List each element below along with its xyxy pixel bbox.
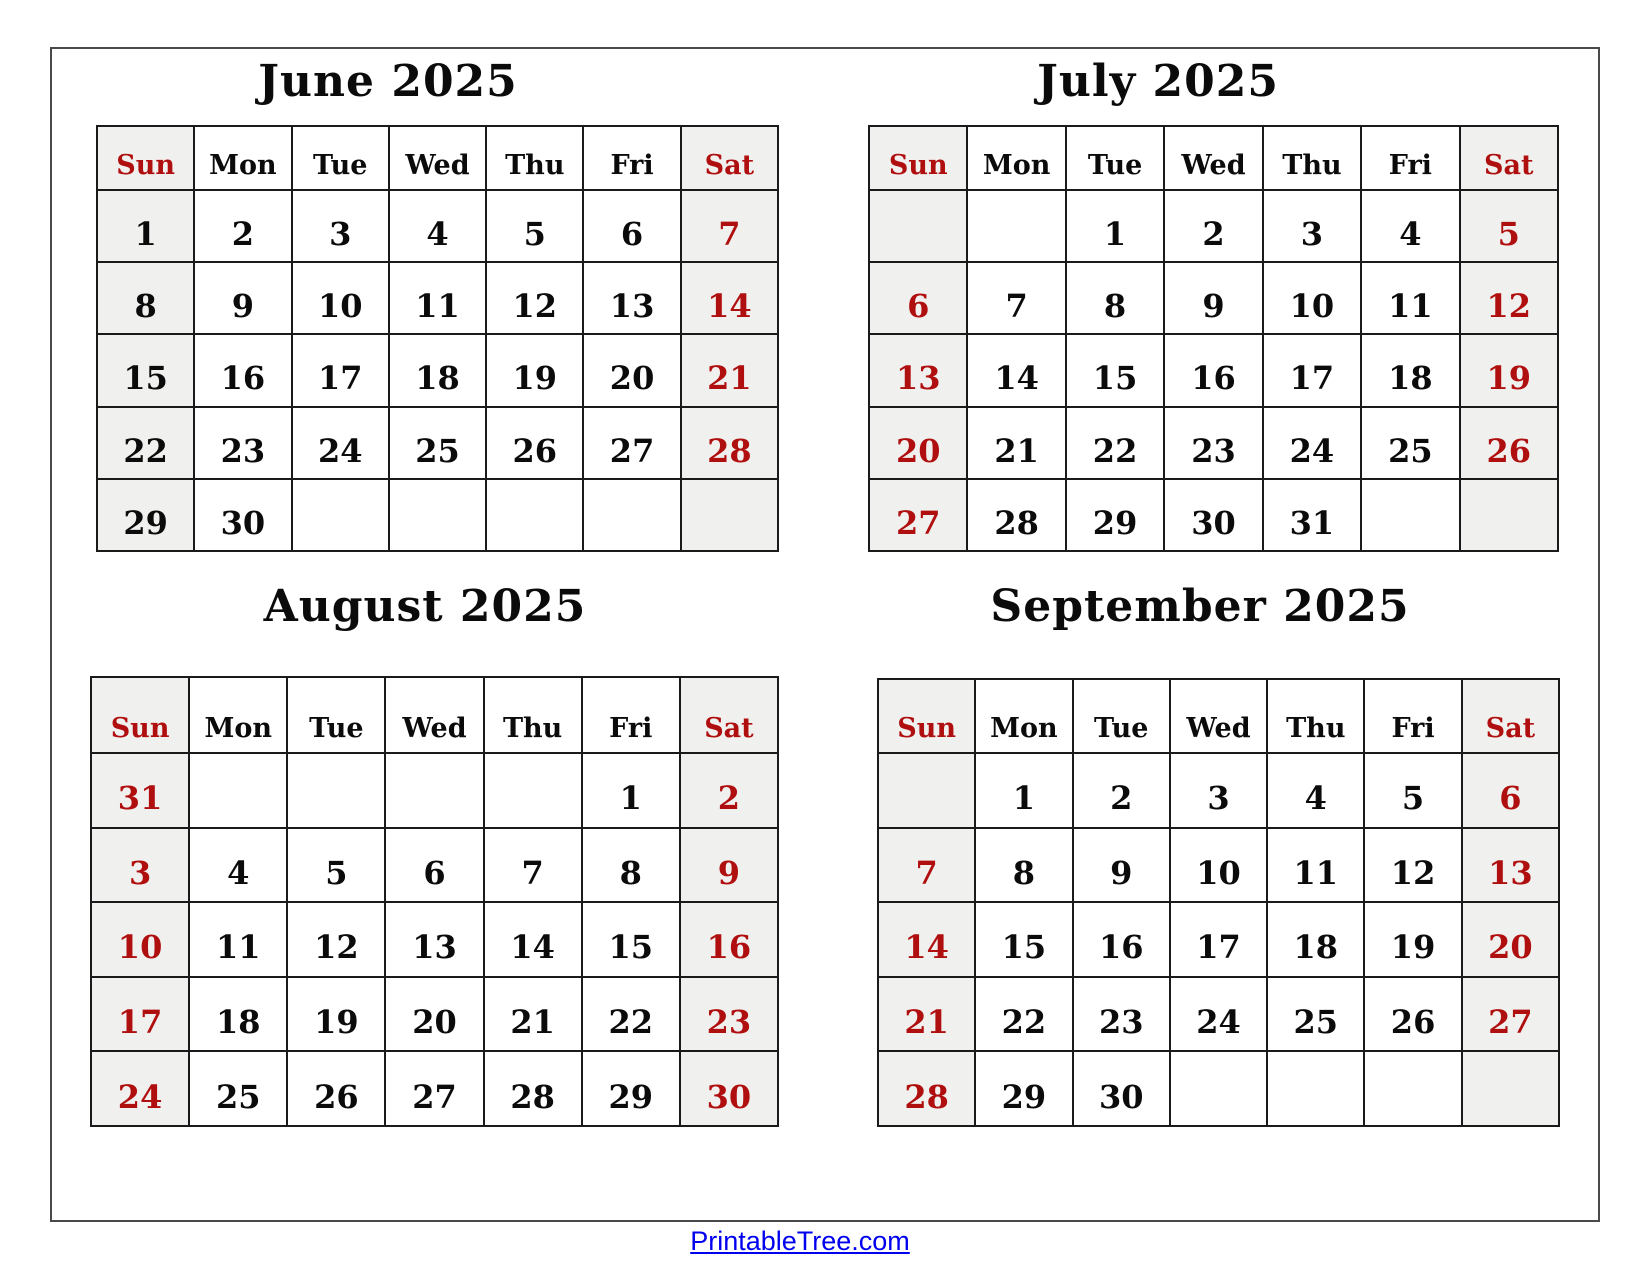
- empty-cell: [1171, 1052, 1266, 1125]
- weekday-header-fri: Fri: [584, 127, 679, 189]
- date-cell: 25: [1362, 408, 1458, 478]
- date-cell: 20: [870, 408, 966, 478]
- date-cell: 13: [1463, 829, 1558, 902]
- date-cell: 3: [92, 829, 188, 902]
- month-title-july: July 2025: [1037, 56, 1279, 107]
- date-cell: 13: [584, 263, 679, 333]
- date-cell: 22: [976, 978, 1071, 1051]
- date-cell: 28: [879, 1052, 974, 1125]
- empty-cell: [487, 480, 582, 550]
- date-cell: 1: [583, 754, 679, 827]
- weekday-header-sun: Sun: [98, 127, 193, 189]
- date-cell: 29: [1067, 480, 1163, 550]
- date-cell: 20: [584, 335, 679, 405]
- date-cell: 16: [681, 903, 777, 976]
- empty-cell: [1365, 1052, 1460, 1125]
- date-cell: 7: [485, 829, 581, 902]
- date-cell: 2: [1165, 191, 1261, 261]
- weekday-header-thu: Thu: [485, 678, 581, 752]
- date-cell: 12: [487, 263, 582, 333]
- empty-cell: [879, 754, 974, 827]
- empty-cell: [1461, 480, 1557, 550]
- date-cell: 15: [1067, 335, 1163, 405]
- date-cell: 16: [195, 335, 290, 405]
- date-cell: 24: [293, 408, 388, 478]
- date-cell: 6: [584, 191, 679, 261]
- weekday-header-thu: Thu: [1268, 680, 1363, 752]
- empty-cell: [190, 754, 286, 827]
- date-cell: 26: [1461, 408, 1557, 478]
- date-cell: 11: [1268, 829, 1363, 902]
- date-cell: 21: [968, 408, 1064, 478]
- date-cell: 6: [386, 829, 482, 902]
- weekday-header-tue: Tue: [1074, 680, 1169, 752]
- date-cell: 16: [1165, 335, 1261, 405]
- weekday-header-tue: Tue: [293, 127, 388, 189]
- date-cell: 2: [195, 191, 290, 261]
- date-cell: 4: [190, 829, 286, 902]
- date-cell: 6: [870, 263, 966, 333]
- date-cell: 13: [386, 903, 482, 976]
- date-cell: 3: [293, 191, 388, 261]
- date-cell: 22: [1067, 408, 1163, 478]
- date-cell: 18: [190, 978, 286, 1051]
- date-cell: 1: [98, 191, 193, 261]
- date-cell: 30: [1165, 480, 1261, 550]
- empty-cell: [386, 754, 482, 827]
- date-cell: 12: [288, 903, 384, 976]
- date-cell: 2: [1074, 754, 1169, 827]
- month-title-september: September 2025: [990, 581, 1410, 632]
- date-cell: 23: [1074, 978, 1169, 1051]
- empty-cell: [584, 480, 679, 550]
- date-cell: 25: [190, 1052, 286, 1125]
- weekday-header-sat: Sat: [682, 127, 777, 189]
- date-cell: 11: [1362, 263, 1458, 333]
- date-cell: 19: [1461, 335, 1557, 405]
- date-cell: 10: [1264, 263, 1360, 333]
- date-cell: 31: [92, 754, 188, 827]
- date-cell: 26: [487, 408, 582, 478]
- calendar-grid-september: [877, 678, 1560, 1127]
- date-cell: 15: [98, 335, 193, 405]
- date-cell: 31: [1264, 480, 1360, 550]
- date-cell: 21: [879, 978, 974, 1051]
- empty-cell: [1362, 480, 1458, 550]
- weekday-header-sat: Sat: [1463, 680, 1558, 752]
- date-cell: 29: [583, 1052, 679, 1125]
- date-cell: 4: [390, 191, 485, 261]
- date-cell: 8: [583, 829, 679, 902]
- date-cell: 25: [1268, 978, 1363, 1051]
- date-cell: 14: [485, 903, 581, 976]
- date-cell: 22: [583, 978, 679, 1051]
- date-cell: 18: [390, 335, 485, 405]
- date-cell: 21: [682, 335, 777, 405]
- date-cell: 10: [293, 263, 388, 333]
- calendar-grid-june: [96, 125, 779, 552]
- date-cell: 9: [681, 829, 777, 902]
- date-cell: 10: [92, 903, 188, 976]
- date-cell: 26: [1365, 978, 1460, 1051]
- weekday-header-mon: Mon: [195, 127, 290, 189]
- date-cell: 8: [1067, 263, 1163, 333]
- date-cell: 19: [288, 978, 384, 1051]
- date-cell: 3: [1171, 754, 1266, 827]
- date-cell: 12: [1461, 263, 1557, 333]
- empty-cell: [293, 480, 388, 550]
- date-cell: 24: [1171, 978, 1266, 1051]
- calendar-grid-july: [868, 125, 1559, 552]
- empty-cell: [485, 754, 581, 827]
- weekday-header-wed: Wed: [1171, 680, 1266, 752]
- date-cell: 28: [682, 408, 777, 478]
- date-cell: 14: [682, 263, 777, 333]
- date-cell: 23: [681, 978, 777, 1051]
- weekday-header-mon: Mon: [968, 127, 1064, 189]
- date-cell: 15: [976, 903, 1071, 976]
- date-cell: 24: [92, 1052, 188, 1125]
- date-cell: 1: [1067, 191, 1163, 261]
- date-cell: 13: [870, 335, 966, 405]
- date-cell: 9: [1165, 263, 1261, 333]
- empty-cell: [870, 191, 966, 261]
- date-cell: 27: [1463, 978, 1558, 1051]
- weekday-header-fri: Fri: [1365, 680, 1460, 752]
- empty-cell: [968, 191, 1064, 261]
- weekday-header-sat: Sat: [1461, 127, 1557, 189]
- date-cell: 5: [1461, 191, 1557, 261]
- date-cell: 20: [1463, 903, 1558, 976]
- date-cell: 19: [487, 335, 582, 405]
- date-cell: 4: [1268, 754, 1363, 827]
- date-cell: 2: [681, 754, 777, 827]
- date-cell: 29: [976, 1052, 1071, 1125]
- date-cell: 9: [1074, 829, 1169, 902]
- date-cell: 4: [1362, 191, 1458, 261]
- date-cell: 18: [1268, 903, 1363, 976]
- date-cell: 23: [195, 408, 290, 478]
- date-cell: 5: [1365, 754, 1460, 827]
- date-cell: 7: [682, 191, 777, 261]
- weekday-header-wed: Wed: [386, 678, 482, 752]
- empty-cell: [390, 480, 485, 550]
- date-cell: 17: [293, 335, 388, 405]
- weekday-header-mon: Mon: [190, 678, 286, 752]
- month-title-august: August 2025: [263, 581, 587, 632]
- date-cell: 12: [1365, 829, 1460, 902]
- weekday-header-thu: Thu: [1264, 127, 1360, 189]
- date-cell: 23: [1165, 408, 1261, 478]
- empty-cell: [288, 754, 384, 827]
- date-cell: 7: [968, 263, 1064, 333]
- date-cell: 17: [1264, 335, 1360, 405]
- weekday-header-sun: Sun: [870, 127, 966, 189]
- date-cell: 20: [386, 978, 482, 1051]
- date-cell: 27: [386, 1052, 482, 1125]
- date-cell: 9: [195, 263, 290, 333]
- date-cell: 27: [584, 408, 679, 478]
- date-cell: 28: [968, 480, 1064, 550]
- date-cell: 21: [485, 978, 581, 1051]
- weekday-header-mon: Mon: [976, 680, 1071, 752]
- date-cell: 5: [288, 829, 384, 902]
- footer-link[interactable]: PrintableTree.com: [690, 1226, 910, 1256]
- weekday-header-sun: Sun: [92, 678, 188, 752]
- date-cell: 26: [288, 1052, 384, 1125]
- date-cell: 7: [879, 829, 974, 902]
- weekday-header-tue: Tue: [1067, 127, 1163, 189]
- weekday-header-fri: Fri: [1362, 127, 1458, 189]
- weekday-header-tue: Tue: [288, 678, 384, 752]
- date-cell: 8: [976, 829, 1071, 902]
- empty-cell: [1463, 1052, 1558, 1125]
- weekday-header-sun: Sun: [879, 680, 974, 752]
- date-cell: 24: [1264, 408, 1360, 478]
- date-cell: 8: [98, 263, 193, 333]
- weekday-header-wed: Wed: [390, 127, 485, 189]
- date-cell: 3: [1264, 191, 1360, 261]
- date-cell: 30: [681, 1052, 777, 1125]
- date-cell: 30: [1074, 1052, 1169, 1125]
- weekday-header-thu: Thu: [487, 127, 582, 189]
- date-cell: 28: [485, 1052, 581, 1125]
- date-cell: 10: [1171, 829, 1266, 902]
- date-cell: 11: [390, 263, 485, 333]
- date-cell: 22: [98, 408, 193, 478]
- date-cell: 27: [870, 480, 966, 550]
- date-cell: 15: [583, 903, 679, 976]
- calendar-grid-august: [90, 676, 779, 1127]
- month-title-june: June 2025: [258, 56, 518, 107]
- date-cell: 25: [390, 408, 485, 478]
- date-cell: 14: [968, 335, 1064, 405]
- date-cell: 29: [98, 480, 193, 550]
- date-cell: 30: [195, 480, 290, 550]
- date-cell: 5: [487, 191, 582, 261]
- date-cell: 1: [976, 754, 1071, 827]
- date-cell: 16: [1074, 903, 1169, 976]
- weekday-header-wed: Wed: [1165, 127, 1261, 189]
- empty-cell: [1268, 1052, 1363, 1125]
- date-cell: 19: [1365, 903, 1460, 976]
- date-cell: 11: [190, 903, 286, 976]
- date-cell: 17: [1171, 903, 1266, 976]
- weekday-header-fri: Fri: [583, 678, 679, 752]
- date-cell: 14: [879, 903, 974, 976]
- empty-cell: [682, 480, 777, 550]
- date-cell: 17: [92, 978, 188, 1051]
- weekday-header-sat: Sat: [681, 678, 777, 752]
- date-cell: 18: [1362, 335, 1458, 405]
- date-cell: 6: [1463, 754, 1558, 827]
